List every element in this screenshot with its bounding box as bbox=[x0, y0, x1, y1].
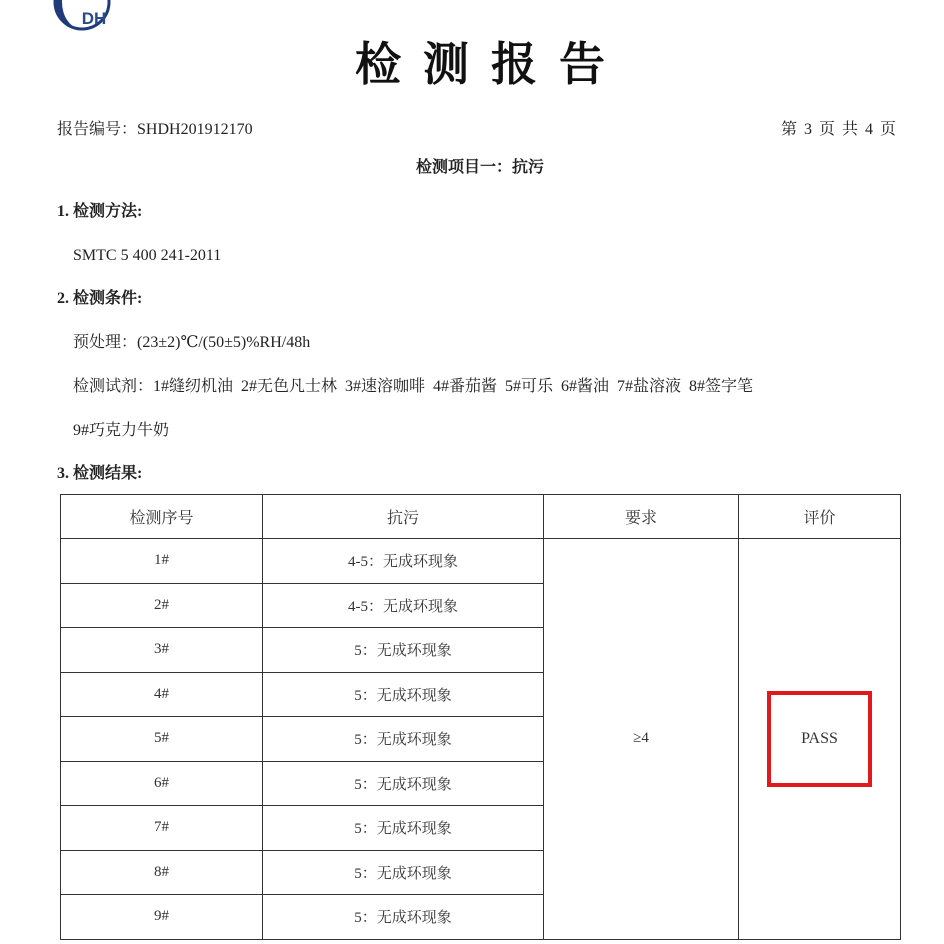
test-item-title: 检测项目一：抗污 bbox=[415, 159, 544, 176]
reagents-text-line2: 9#巧克力牛奶 bbox=[73, 422, 170, 439]
row-seq: 8# bbox=[61, 850, 263, 895]
page-info: 第 3 页 共 4 页 bbox=[780, 121, 896, 138]
pretreatment-text: 预处理：(23±2)℃/(50±5)%RH/48h bbox=[73, 334, 311, 351]
header-requirement: 要求 bbox=[544, 495, 739, 539]
row-seq: 9# bbox=[61, 895, 263, 940]
row-result: 5：无成环现象 bbox=[263, 850, 544, 895]
row-result: 5：无成环现象 bbox=[263, 628, 544, 673]
row-seq: 3# bbox=[61, 628, 263, 673]
row-result: 4-5：无成环现象 bbox=[263, 539, 544, 584]
row-result: 5：无成环现象 bbox=[263, 895, 544, 940]
row-seq: 1# bbox=[61, 539, 263, 584]
row-seq: 4# bbox=[61, 672, 263, 717]
report-title: 检测报告 bbox=[355, 39, 627, 90]
results-heading: 3. 检测结果: bbox=[57, 465, 143, 482]
company-logo bbox=[50, 0, 114, 34]
table-row bbox=[61, 539, 901, 584]
row-result: 5：无成环现象 bbox=[263, 672, 544, 717]
report-number-label: 报告编号： bbox=[57, 121, 138, 138]
pass-highlight-box: PASS bbox=[767, 691, 872, 787]
row-seq: 6# bbox=[61, 761, 263, 806]
report-number-value: SHDH201912170 bbox=[137, 121, 253, 138]
header-evaluation: 评价 bbox=[739, 495, 901, 539]
method-text: SMTC 5 400 241-2011 bbox=[73, 247, 222, 264]
requirement-cell: ≥4 bbox=[544, 539, 739, 940]
header-seq: 检测序号 bbox=[61, 495, 263, 539]
row-result: 5：无成环现象 bbox=[263, 717, 544, 762]
row-seq: 7# bbox=[61, 806, 263, 851]
row-seq: 5# bbox=[61, 717, 263, 762]
table-header-row bbox=[61, 495, 901, 539]
results-table bbox=[60, 494, 901, 940]
row-result: 5：无成环现象 bbox=[263, 806, 544, 851]
row-result: 5：无成环现象 bbox=[263, 761, 544, 806]
row-seq: 2# bbox=[61, 583, 263, 628]
evaluation-cell bbox=[739, 539, 901, 940]
conditions-heading: 2. 检测条件: bbox=[57, 290, 143, 307]
method-heading: 1. 检测方法: bbox=[57, 203, 143, 220]
logo-crescent bbox=[55, 0, 82, 29]
logo-text: DH bbox=[81, 9, 107, 28]
header-antifouling: 抗污 bbox=[263, 495, 544, 539]
report-number bbox=[57, 120, 253, 140]
row-result: 4-5：无成环现象 bbox=[263, 583, 544, 628]
reagents-text-line1: 检测试剂：1#缝纫机油 2#无色凡士林 3#速溶咖啡 4#番茄酱 5#可乐 6#酱油 7#盐溶液 8#签字笔 bbox=[73, 378, 754, 395]
